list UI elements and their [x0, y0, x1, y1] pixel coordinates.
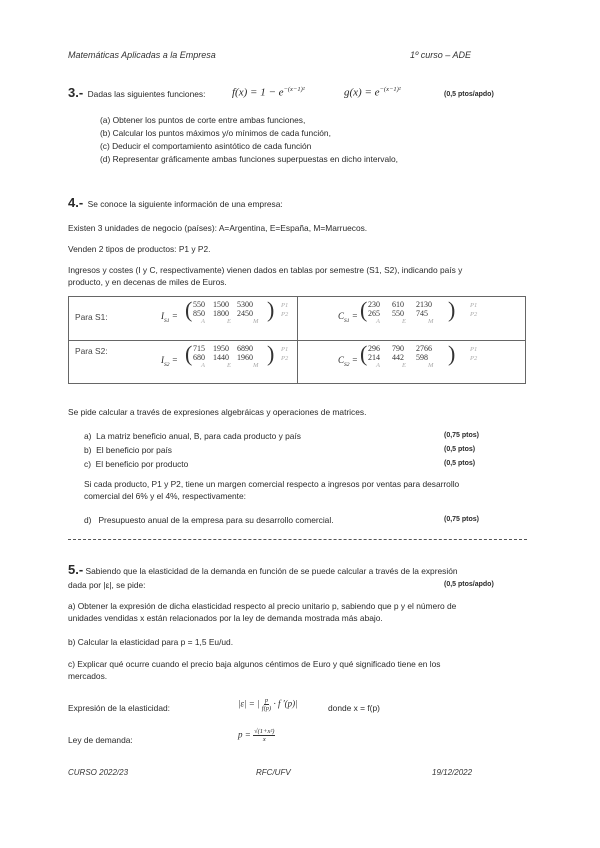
row-labels — [470, 301, 477, 319]
question-3-item-d — [100, 153, 398, 165]
question-4-products: Venden 2 tipos de productos: P1 y P2. — [68, 244, 211, 254]
elasticity-label: Expresión de la elasticidad: — [68, 703, 170, 713]
demand-label: Ley de demanda: — [68, 735, 133, 745]
item-label: a) — [84, 431, 92, 441]
question-4-item-b-points: (0,5 ptos) — [444, 446, 476, 453]
col-label: E — [226, 318, 231, 325]
matrix-cell: 296 — [368, 343, 380, 353]
income-s2-cell — [69, 341, 297, 383]
col-label: A — [201, 361, 205, 369]
matrix-subscript: S2 — [164, 361, 170, 368]
row-label: P2 — [281, 354, 289, 362]
function-g — [344, 86, 401, 99]
row-label: P1 — [470, 302, 478, 309]
item-label: d) — [84, 515, 92, 525]
matrix-cell: 230 — [368, 300, 380, 309]
question-4-item-d — [84, 514, 334, 526]
function-f — [232, 86, 305, 99]
question-4-item-a-points: (0,75 ptos) — [444, 432, 480, 439]
row-label: P2 — [470, 354, 478, 362]
question-5-intro — [68, 561, 538, 580]
row-labels — [470, 345, 477, 363]
item-a-line-2: unidades vendidas x están relacionados por la ley de demanda mostrada más abajo. — [68, 613, 383, 624]
item-c-line-2: mercados. — [68, 671, 108, 682]
matrix-cell: 1950 — [213, 343, 229, 353]
matrix-name-i-s1: $I_{S1}$ = — [161, 311, 178, 324]
question-4-item-d-points: (0,75 ptos) — [444, 516, 480, 523]
matrix-name-c-s2: $C_{S2}$ = — [338, 354, 358, 368]
footer-date: 19/12/2022 — [432, 768, 473, 777]
matrix-cell: 1500 — [213, 300, 229, 309]
matrix-cell: 2766 — [416, 343, 432, 353]
question-4-request: Se pide calcular a través de expresiones algebráicas y operaciones de matrices. — [68, 407, 367, 417]
item-label: c) — [84, 459, 91, 469]
item-text: Obtener los puntos de corte entre ambas funciones, — [112, 115, 306, 125]
matrix-name-c-s1: $C_{S1}$ = — [338, 311, 358, 324]
question-3-item-a — [100, 114, 305, 126]
item-text: El beneficio por producto — [95, 459, 189, 469]
formula-fraction — [262, 697, 271, 712]
matrix-letter: I — [161, 354, 164, 365]
question-4-number: 4.- — [68, 195, 84, 210]
formula-lhs: p = — [238, 729, 251, 740]
right-paren: ) — [267, 297, 275, 322]
matrix-letter: C — [338, 311, 345, 321]
question-5-points: (0,5 ptos/apdo) — [444, 581, 494, 588]
fraction-denominator: x — [262, 736, 266, 744]
row-label: P1 — [281, 345, 289, 353]
footer-course: CURSO 2022/23 — [68, 768, 129, 777]
fraction-denominator: f(p) — [261, 705, 272, 713]
item-text: El beneficio por país — [96, 445, 172, 455]
matrix-c-s2 — [368, 344, 433, 369]
matrix-cell: 5300 — [237, 300, 253, 309]
margin-line-2: comercial del 6% y el 4%, respectivamente: — [84, 491, 246, 502]
right-paren: ) — [448, 297, 456, 322]
question-3-intro: Dadas las siguientes funciones: — [87, 89, 206, 99]
question-4-description — [68, 264, 538, 288]
matrix-cell: 6890 — [237, 343, 253, 353]
function-f-exponent: −(x−1)² — [283, 86, 305, 93]
section-divider — [68, 539, 527, 540]
item-c-line-1: c) Explicar qué ocurre cuando el precio baja algunos céntimos de Euro y qué significado tiene en los — [68, 659, 441, 669]
question-5-item-b: b) Calcular la elasticidad para p = 1,5 Eu/ud. — [68, 637, 234, 647]
question-4-heading — [68, 194, 283, 212]
right-paren: ) — [267, 340, 275, 366]
matrix-cell: 265 — [368, 309, 380, 318]
left-paren: ( — [360, 340, 368, 366]
description-line-2: producto, y en decenas de miles de Euros. — [68, 277, 227, 288]
matrix-cell: 442 — [392, 352, 404, 362]
matrix-cell: 610 — [392, 300, 404, 309]
matrix-letter: I — [161, 311, 164, 321]
question-5-item-a — [68, 600, 538, 624]
matrix-cell: 1440 — [213, 352, 229, 362]
cost-s2-cell — [298, 341, 525, 383]
item-label: (c) — [100, 141, 110, 151]
question-3-points: (0,5 ptos/apdo) — [444, 91, 494, 98]
header-course-title: Matemáticas Aplicadas a la Empresa — [68, 50, 216, 60]
matrix-cell: 2130 — [416, 300, 432, 309]
col-label: M — [427, 318, 434, 325]
income-cost-table — [68, 296, 526, 384]
row-labels — [281, 345, 288, 363]
col-label: E — [226, 361, 231, 369]
matrix-c-s1 — [368, 300, 433, 325]
item-text: La matriz beneficio anual, B, para cada producto y país — [96, 431, 301, 441]
matrix-cell: 550 — [193, 300, 205, 309]
question-5-number: 5.- — [68, 562, 84, 577]
col-label: M — [427, 361, 434, 369]
fraction-numerator: √(1+x²) — [254, 728, 275, 735]
row-label: P1 — [470, 345, 478, 353]
question-4-item-b — [84, 444, 172, 456]
function-g-exponent: −(x−1)² — [379, 86, 401, 93]
function-g-base: g(x) = e — [344, 86, 380, 99]
col-label: E — [401, 318, 406, 325]
question-4-item-c — [84, 458, 188, 470]
matrix-cell: 715 — [193, 343, 205, 353]
question-4-item-c-points: (0,5 ptos) — [444, 460, 476, 467]
col-label: E — [401, 361, 406, 369]
question-4-margin-text — [84, 478, 534, 502]
matrix-cell: 550 — [392, 309, 404, 318]
fraction-numerator: p — [264, 697, 269, 704]
matrix-cell: 1960 — [237, 352, 253, 362]
formula-fraction — [253, 728, 275, 743]
row-label: P1 — [281, 302, 289, 309]
elasticity-where: donde x = f(p) — [328, 703, 380, 713]
col-label: M — [252, 361, 259, 369]
question-3-item-b — [100, 127, 331, 139]
matrix-letter: C — [338, 354, 345, 365]
item-label: (d) — [100, 154, 111, 164]
matrix-cell: 745 — [416, 309, 428, 318]
demand-formula — [238, 728, 275, 743]
item-label: b) — [84, 445, 92, 455]
matrix-i-s2 — [193, 344, 258, 369]
item-text: Representar gráficamente ambas funciones superpuestas en dicho intervalo, — [112, 154, 398, 164]
question-5-intro-line-2: dada por |ε|, se pide: — [68, 580, 146, 590]
matrix-cell: 2450 — [237, 309, 253, 318]
matrix-name-i-s2: $I_{S2}$ = — [161, 354, 178, 368]
item-text: Presupuesto anual de la empresa para su desarrollo comercial. — [98, 515, 334, 525]
left-paren: ( — [360, 297, 368, 322]
question-4-countries: Existen 3 unidades de negocio (países): A=Argentina, E=España, M=Marruecos. — [68, 223, 368, 233]
question-3-item-c — [100, 140, 311, 152]
matrix-cell: 214 — [368, 352, 380, 362]
left-paren: ( — [185, 340, 193, 366]
left-paren: ( — [185, 297, 193, 322]
footer-author: RFC/UFV — [256, 768, 291, 777]
question-3-number: 3.- — [68, 85, 84, 100]
matrix-i-s1 — [193, 300, 258, 325]
margin-line-1: Si cada producto, P1 y P2, tiene un margen comercial respecto a ingresos por ventas para desarrollo — [84, 479, 460, 489]
matrix-cell: 1800 — [213, 309, 229, 318]
function-f-base: f(x) = 1 − e — [232, 86, 284, 99]
intro-line-1: Sabiendo que la elasticidad de la demanda en función de se puede calcular a través de la expresión — [85, 566, 458, 576]
matrix-cell: 850 — [193, 309, 205, 318]
row-label-s2: Para S2: — [75, 345, 108, 356]
description-line-1: Ingresos y costes (I y C, respectivamente) vienen dados en tablas por semestre (S1, S2), indicando país y — [68, 265, 463, 275]
matrix-subscript: S1 — [164, 317, 170, 324]
question-4-intro: Se conoce la siguiente información de una empresa: — [87, 199, 283, 209]
item-a-line-1: a) Obtener la expresión de dicha elasticidad respecto al precio unitario p, sabiendo que p y el número de — [68, 601, 457, 611]
col-label: A — [376, 318, 380, 325]
matrix-subscript: S2 — [344, 361, 350, 368]
matrix-subscript: S1 — [344, 317, 350, 324]
formula-rhs: · f ′(p)| — [273, 698, 298, 709]
matrix-cell: 598 — [416, 352, 428, 362]
cost-s1-cell — [298, 297, 525, 339]
row-label-s1: Para S1: — [75, 312, 108, 322]
item-text: Calcular los puntos máximos y/o mínimos de cada función, — [112, 128, 331, 138]
item-label: (b) — [100, 128, 111, 138]
formula-lhs: |ε| = | — [238, 698, 260, 709]
col-label: A — [201, 318, 205, 325]
row-label: P2 — [470, 311, 478, 319]
right-paren: ) — [448, 340, 456, 366]
matrix-cell: 790 — [392, 343, 404, 353]
item-text: Deducir el comportamiento asintótico de cada función — [112, 141, 312, 151]
col-label: A — [376, 361, 380, 369]
row-label: P2 — [281, 311, 289, 319]
question-5-item-c — [68, 658, 538, 682]
row-labels — [281, 301, 288, 319]
item-label: (a) — [100, 115, 111, 125]
header-year-degree: 1º curso – ADE — [410, 50, 471, 60]
income-s1-cell — [69, 297, 297, 339]
col-label: M — [252, 318, 259, 325]
elasticity-formula — [238, 697, 298, 712]
matrix-cell: 680 — [193, 352, 205, 362]
